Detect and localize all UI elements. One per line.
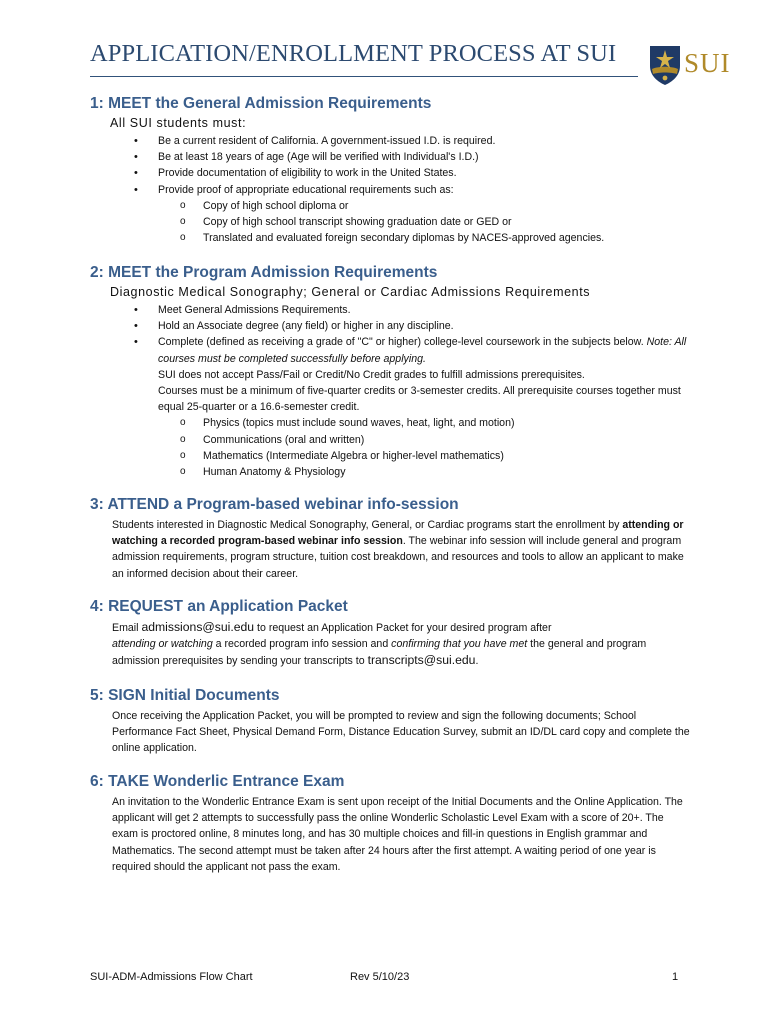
list-item: • Meet General Admissions Requirements. [90,302,690,318]
section-title: 4: REQUEST an Application Packet [90,598,348,615]
complete-text: Complete (defined as receiving a grade of "C" or higher) college-level coursework in the subjects below. [158,336,644,349]
list-item: • Provide documentation of eligibility to work in the United States. [90,165,690,181]
paragraph-text: Students interested in Diagnostic Medical Sonography, General, or Cardiac programs start the enrollment by [112,519,620,531]
section-paragraph: An invitation to the Wonderlic Entrance Exam is sent upon receipt of the Initial Documents and the Online Application. The applicant will get 2 attempts to successfully pass the online Wonderlic Scholastic Level Exam with a score of 20+. The exam is proctored online, 8 minutes long, and has 30 multiple choices and fill-in questions in English grammar and Mathematics. The second attempt must be taken after 24 hours after the first attempt. A waiting period of one year is required should the applicant not pass the exam. [112,796,683,873]
paragraph-text: a recorded program info session and [215,638,389,651]
paragraph-bold-text: attending or watching a recorded program-based webinar info session [112,519,684,548]
section-6 [90,773,690,875]
list-item: • Hold an Associate degree (any field) or higher in any discipline. [90,318,690,334]
transcripts-email-link[interactable]: transcripts@sui.edu [367,653,476,668]
list-item-text: Provide proof of appropriate educational requirements such as: [158,183,454,196]
document-title: APPLICATION/ENROLLMENT PROCESS AT SUI [90,40,617,67]
section-title: 6: TAKE Wonderlic Entrance Exam [90,773,345,790]
sub-list-item: o Mathematics (Intermediate Algebra or higher-level mathematics) [158,448,690,464]
section-title: 2: MEET the Program Admission Requirements [90,264,438,281]
sui-logo [648,44,734,88]
complete-note: Note: All courses must be completed successfully before applying. [158,336,687,365]
section-1 [90,95,690,246]
section-body [112,708,692,757]
sub-list-item: o Translated and evaluated foreign secondary diplomas by NACES-approved agencies. [158,230,690,246]
footer-document-id: SUI-ADM-Admissions Flow Chart [90,971,253,983]
section-2 [90,264,690,480]
paragraph-italic-text: attending or watching [112,638,213,651]
sub-list [158,415,690,480]
footer-revision: Rev 5/10/23 [350,971,410,983]
section-body [112,517,692,582]
paragraph-italic-text: confirming that you have met [391,638,528,651]
bullet-list [90,133,690,246]
list-item [90,182,690,247]
section-4 [90,598,690,670]
page-number: 1 [672,971,679,983]
paragraph-text: to request an Application Packet for your desired program after [257,622,552,634]
section-body [112,794,692,875]
sub-list [158,198,690,247]
section-title: 1: MEET the General Admission Requirements [90,95,432,112]
section-paragraph: Once receiving the Application Packet, you will be prompted to review and sign the following documents; School Performance Fact Sheet, Physical Demand Form, Distance Education Survey, submit an ID/DL card copy and complete the online application. [112,710,690,755]
sub-list-item: o Physics (topics must include sound waves, heat, light, and motion) [158,415,690,431]
credits-text: Courses must be a minimum of five-quarter credits or 3-semester credits. All prerequisite courses together must equal 25-quarter or a 16.6-semester credit. [158,385,681,414]
paragraph-text: the general and program admission prerequisites by sending your transcripts to [112,638,647,668]
bullet-list [90,302,690,480]
list-item: • Be a current resident of California. A government-issued I.D. is required. [90,133,690,149]
section-paragraph [112,517,692,582]
document-header [90,40,638,77]
list-item [90,334,690,480]
sub-list-item: o Communications (oral and written) [158,432,690,448]
list-item: • Be at least 18 years of age (Age will be verified with Individual's I.D.) [90,149,690,165]
section-subhead: Diagnostic Medical Sonography; General or Cardiac Admissions Requirements [110,285,591,299]
admissions-email-link[interactable]: admissions@sui.edu [141,620,255,634]
section-title: 3: ATTEND a Program-based webinar info-session [90,496,459,513]
section-5 [90,687,690,757]
passfail-text: SUI does not accept Pass/Fail or Credit/No Credit grades to fulfill admissions prerequisites. [158,368,585,381]
section-subhead: All SUI students must: [110,116,247,130]
sub-list-item: o Human Anatomy & Physiology [158,464,690,480]
paragraph-text: . The webinar info session will include general and program admission requirements, program structure, tuition cost breakdown, and resources and tools to allow an applicant to make an informed decision about their career. [112,535,684,580]
sub-list-item: o Copy of high school transcript showing graduation date or GED or [158,214,690,230]
section-paragraph [112,619,692,670]
crest-icon [648,44,682,86]
section-3 [90,496,690,582]
paragraph-text: Email [112,622,139,634]
logo-text: SUI [684,48,731,78]
section-body [112,619,692,670]
section-title: 5: SIGN Initial Documents [90,687,280,704]
paragraph-text: . [475,655,479,668]
sub-list-item: o Copy of high school diploma or [158,198,690,214]
